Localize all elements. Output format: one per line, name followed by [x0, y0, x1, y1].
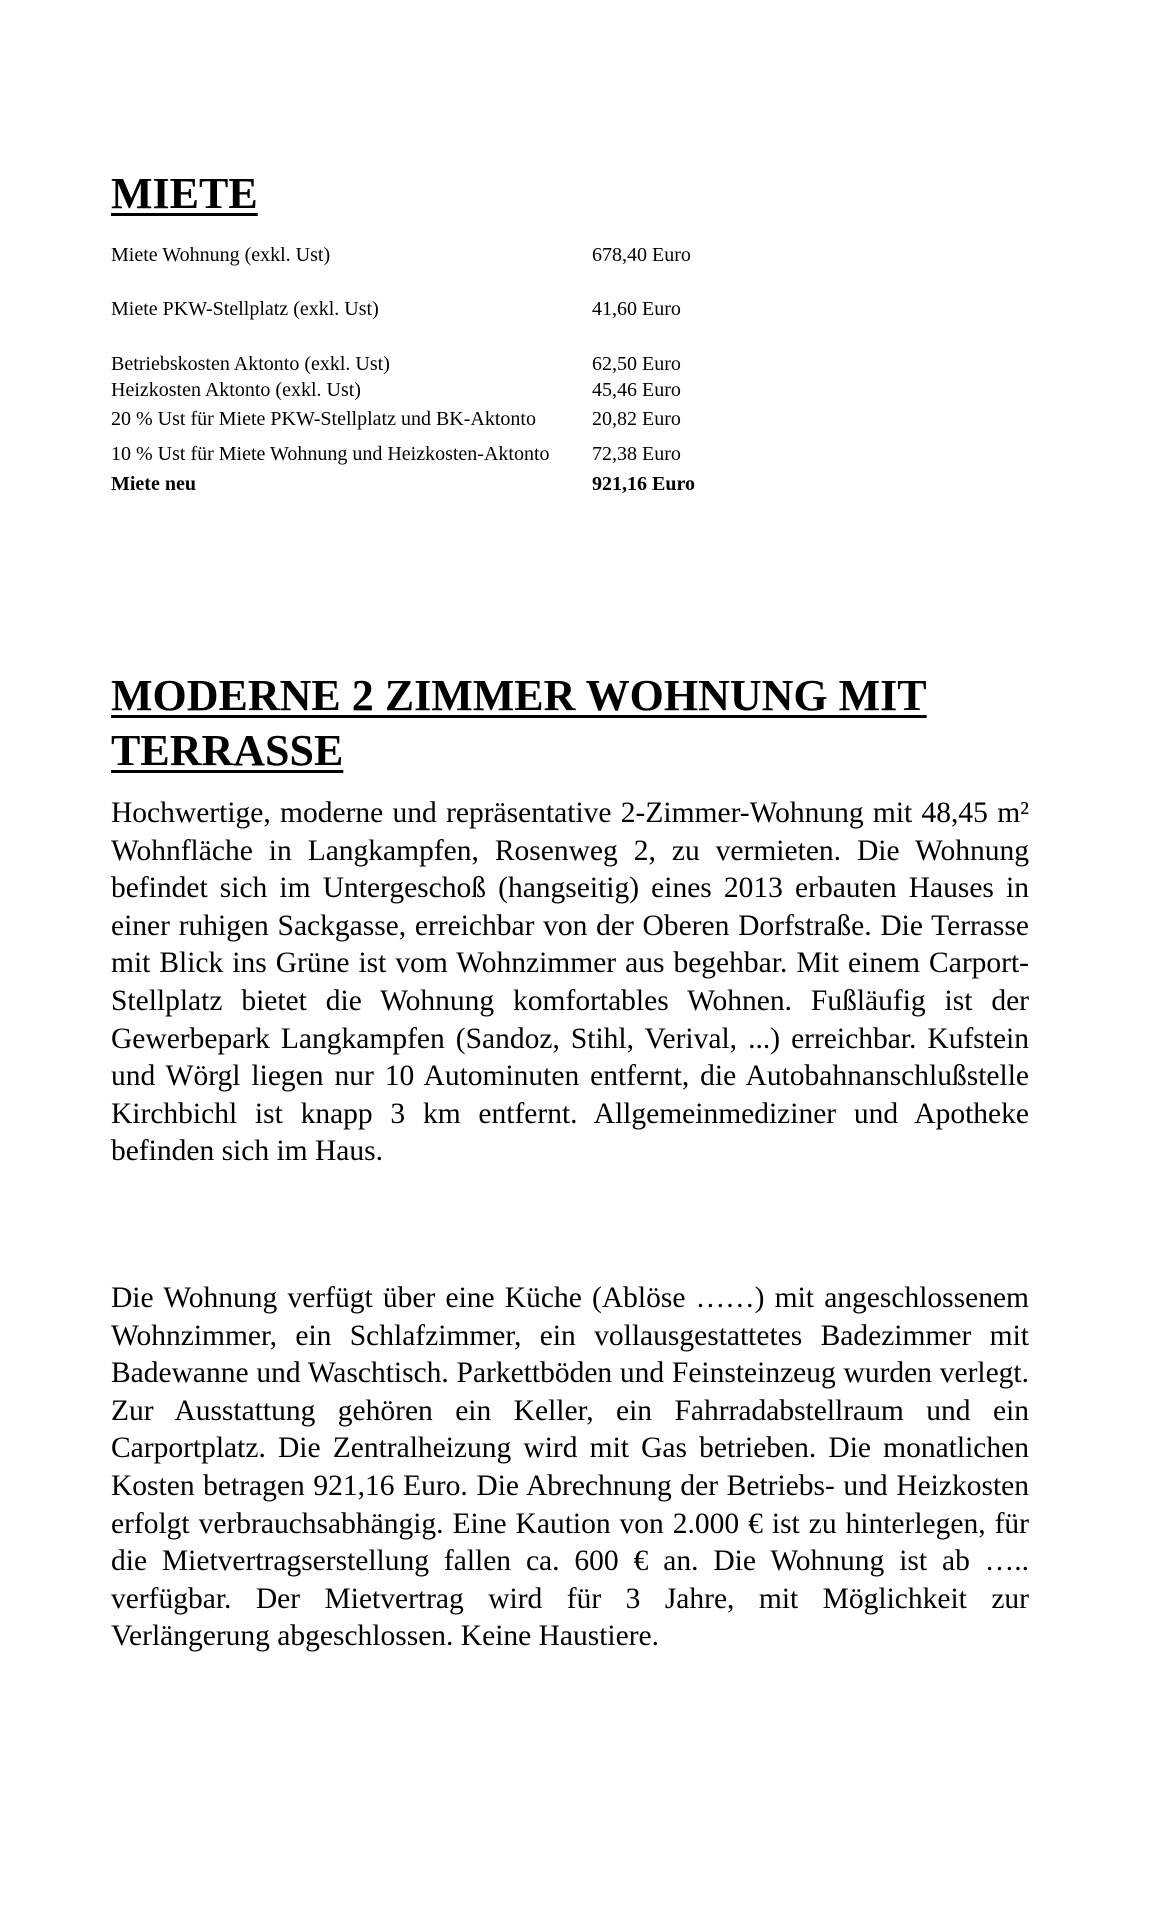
total-row: [111, 472, 731, 496]
listing-heading: MODERNE 2 ZIMMER WOHNUNG MIT TERRASSE: [111, 671, 927, 775]
cost-label: Heizkosten Aktonto (exkl. Ust): [111, 379, 361, 401]
cost-label: Miete Wohnung (exkl. Ust): [111, 244, 331, 266]
cost-row: [111, 243, 731, 267]
total-label: Miete neu: [111, 473, 196, 495]
cost-row: [111, 352, 731, 376]
cost-value: 62,50 Euro: [592, 353, 681, 375]
miete-heading: MIETE: [111, 169, 258, 218]
cost-row: [111, 378, 731, 402]
cost-row: [111, 442, 731, 466]
cost-row: [111, 297, 731, 321]
cost-value: 72,38 Euro: [592, 443, 681, 465]
description-paragraph: Die Wohnung verfügt über eine Küche (Ablöse ……) mit angeschlossenem Wohnzimmer, ein Schlafzimmer, ein vollausgestattetes Badezimmer mit Badewanne und Waschtisch. Parkettböden und Feinsteinzeug wurden verlegt. Zur Ausstattung gehören ein Keller, ein Fahrradabstellraum und ein Carportplatz. Die Zentralheizung wird mit Gas betrieben. Die monatlichen Kosten betragen 921,16 Euro. Die Abrechnung der Betriebs- und Heizkosten erfolgt verbrauchsabhängig. Eine Kaution von 2.000 € ist zu hinterlegen, für die Mietvertragserstellung fallen ca. 600 € an. Die Wohnung ist ab ….. verfügbar. Der Mietvertrag wird für 3 Jahre, mit Möglichkeit zur Verlängerung abgeschlossen. Keine Haustiere.: [111, 1282, 1029, 1653]
cost-value: 41,60 Euro: [592, 298, 681, 320]
cost-value: 45,46 Euro: [592, 379, 681, 401]
cost-label: Betriebskosten Aktonto (exkl. Ust): [111, 353, 390, 375]
total-value: 921,16 Euro: [592, 473, 695, 495]
cost-label: 10 % Ust für Miete Wohnung und Heizkosten-Aktonto: [111, 443, 550, 465]
cost-value: 20,82 Euro: [592, 408, 681, 430]
description-paragraph: Hochwertige, moderne und repräsentative 2-Zimmer-Wohnung mit 48,45 m² Wohnfläche in Langkampfen, Rosenweg 2, zu vermieten. Die Wohnung befindet sich im Untergeschoß (hangseitig) eines 2013 erbauten Hauses in einer ruhigen Sackgasse, erreichbar von der Oberen Dorfstraße. Die Terrasse mit Blick ins Grüne ist vom Wohnzimmer aus begehbar. Mit einem Carport-Stellplatz bietet die Wohnung komfortables Wohnen. Fußläufig ist der Gewerbepark Langkampfen (Sandoz, Stihl, Verival, ...) erreichbar. Kufstein und Wörgl liegen nur 10 Autominuten entfernt, die Autobahnanschlußstelle Kirchbichl ist knapp 3 km entfernt. Allgemeinmediziner und Apotheke befinden sich im Haus.: [111, 797, 1029, 1168]
cost-label: 20 % Ust für Miete PKW-Stellplatz und BK-Aktonto: [111, 408, 536, 430]
cost-row: [111, 407, 731, 431]
cost-label: Miete PKW-Stellplatz (exkl. Ust): [111, 298, 379, 320]
cost-value: 678,40 Euro: [592, 244, 691, 266]
